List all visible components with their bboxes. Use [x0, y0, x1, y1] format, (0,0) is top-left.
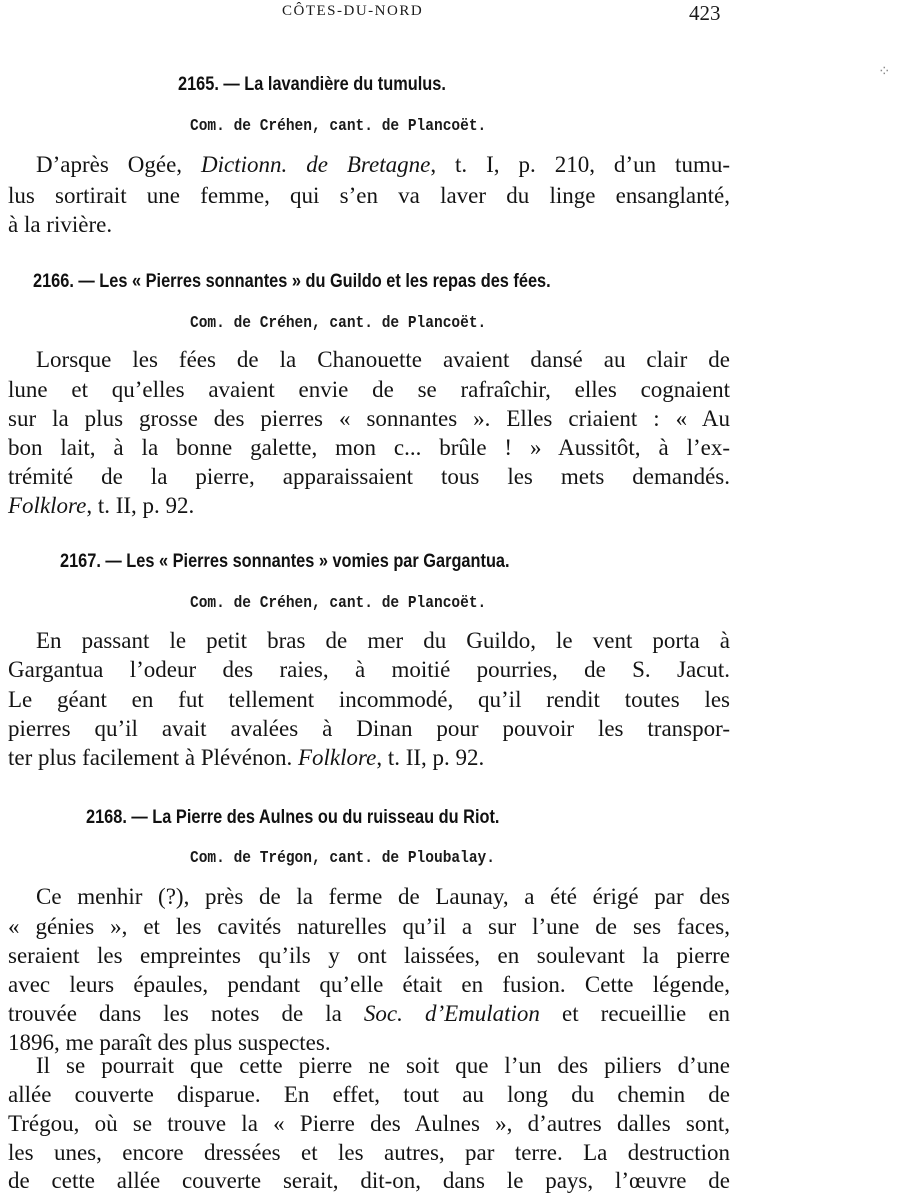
text-line: trémité de la pierre, apparaissaient tous les mets demandés.: [8, 464, 730, 489]
text-line: Ce menhir (?), près de la ferme de Launay, a été érigé par des: [36, 884, 730, 909]
text-line: 1896, me paraît des plus suspectes.: [8, 1030, 331, 1055]
entry-title: 2165. — La lavandière du tumulus.: [178, 74, 446, 95]
entry-title: 2168. — La Pierre des Aulnes ou du ruisseau du Riot.: [86, 807, 500, 828]
text-line: seraient les empreintes qu’ils y ont laissées, en soulevant la pierre: [8, 943, 730, 968]
text-line: Le géant en fut tellement incommodé, qu’il rendit toutes les: [8, 687, 730, 712]
page-number: 423: [689, 1, 721, 25]
entry-place: Com. de Créhen, cant. de Plancoët.: [190, 593, 487, 612]
text-line: lus sortirait une femme, qui s’en va laver du linge ensanglanté,: [8, 183, 730, 208]
text-line: Folklore, t. II, p. 92.: [8, 493, 195, 518]
text-line: à la rivière.: [8, 212, 113, 237]
running-title: CÔTES-DU-NORD: [282, 3, 424, 19]
entry-place: Com. de Créhen, cant. de Plancoët.: [190, 116, 487, 135]
text-line: allée couverte disparue. En effet, tout au long du chemin de: [8, 1082, 730, 1107]
text-line: lune et qu’elles avaient envie de se rafraîchir, elles cognaient: [8, 377, 730, 402]
text-line: Il se pourrait que cette pierre ne soit que l’un des piliers d’une: [36, 1053, 730, 1078]
entry-title: 2167. — Les « Pierres sonnantes » vomies par Gargantua.: [60, 551, 510, 572]
text-line: pierres qu’il avait avalées à Dinan pour pouvoir les transpor-: [8, 716, 730, 741]
margin-ornament-icon: ⁘: [878, 62, 891, 80]
text-line: Trégou, où se trouve la « Pierre des Aulnes », d’autres dalles sont,: [8, 1111, 730, 1136]
text-line: ter plus facilement à Plévénon. Folklore, t. II, p. 92.: [8, 745, 485, 770]
entry-place: Com. de Trégon, cant. de Ploubalay.: [190, 848, 495, 867]
text-line: avec leurs épaules, pendant qu’elle était en fusion. Cette légende,: [8, 972, 730, 997]
text-line: de cette allée couverte serait, dit-on, dans le pays, l’œuvre de: [8, 1168, 730, 1193]
text-line: les unes, encore dressées et les autres, par terre. La destruction: [8, 1140, 730, 1165]
running-head: [0, 3, 900, 25]
text-line: Gargantua l’odeur des raies, à moitié pourries, de S. Jacut.: [8, 657, 730, 682]
text-line: « génies », et les cavités naturelles qu’il a sur l’une de ses faces,: [8, 914, 730, 939]
text-line: sur la plus grosse des pierres « sonnantes ». Elles criaient : « Au: [8, 406, 730, 431]
text-line: D’après Ogée, Dictionn. de Bretagne, t. I, p. 210, d’un tumu-: [36, 152, 730, 177]
entry-place: Com. de Créhen, cant. de Plancoët.: [190, 313, 487, 332]
text-line: En passant le petit bras de mer du Guildo, le vent porta à: [36, 628, 730, 653]
text-line: trouvée dans les notes de la Soc. d’Emulation et recueillie en: [8, 1001, 730, 1026]
entry-title: 2166. — Les « Pierres sonnantes » du Guildo et les repas des fées.: [33, 271, 551, 292]
text-line: bon lait, à la bonne galette, mon c... brûle ! » Aussitôt, à l’ex-: [8, 435, 730, 460]
text-line: Lorsque les fées de la Chanouette avaient dansé au clair de: [36, 347, 730, 372]
